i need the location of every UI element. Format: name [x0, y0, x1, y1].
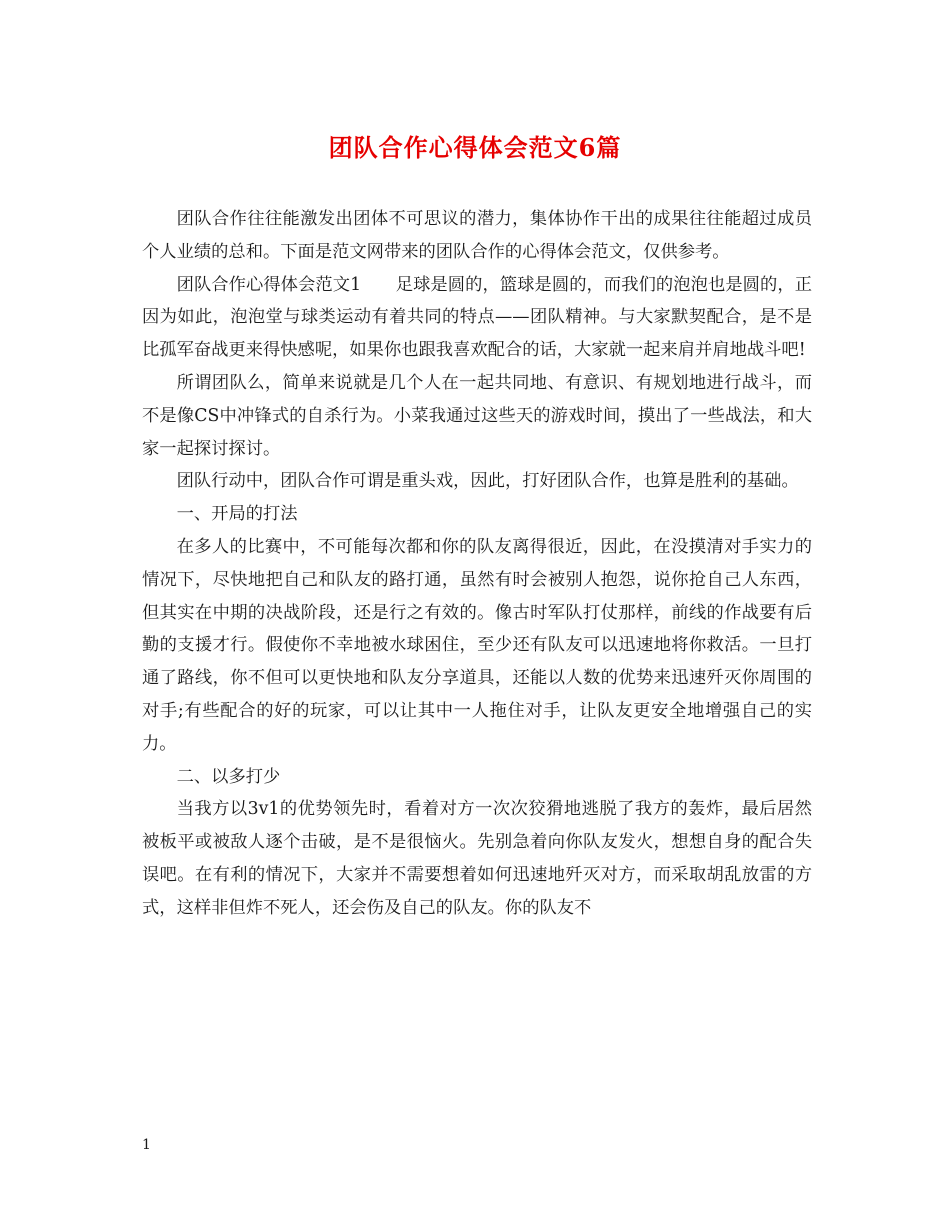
paragraph-essay-1 [142, 269, 812, 367]
paragraph-opening-strategy: 在多人的比赛中，不可能每次都和你的队友离得很近，因此，在没摸清对手实力的情况下，尽快地把自己和队友的路打通，虽然有时会被别人抱怨，说你抢自己人东西，但其实在中期的决战阶段，还是行之有效的。像古时军队打仗那样，前线的作战要有后勤的支援才行。假使你不幸地被水球困住，至少还有队友可以迅速地将你救活。一旦打通了路线，你不但可以更快地和队友分享道具，还能以人数的优势来迅速歼灭你周围的对手;有些配合的好的玩家，可以让其中一人拖住对手，让队友更安全地增强自己的实力。 [142, 536, 812, 754]
section-heading-outnumber: 二、以多打少 [176, 766, 281, 787]
paragraph-team-definition: 所谓团队么，简单来说就是几个人在一起共同地、有意识、有规划地进行战斗，而不是像CS中冲锋式的自杀行为。小菜我通过这些天的游戏时间，摸出了一些战法，和大家一起探讨探讨。 [142, 372, 812, 459]
page-number: 1 [142, 1137, 151, 1153]
document-body [142, 203, 812, 925]
essay-1-text: 足球是圆的，篮球是圆的，而我们的泡泡也是圆的，正因为如此，泡泡堂与球类运动有着共同的特点——团队精神。与大家默契配合，是不是比孤军奋战更来得快感呢，如果你也跟我喜欢配合的话，大家就一起来肩并肩地战斗吧! [142, 274, 812, 361]
essay-heading: 团队合作心得体会范文1 [176, 274, 362, 295]
section-heading-opening: 一、开局的打法 [176, 504, 298, 525]
document-title: 团队合作心得体会范文6篇 [328, 133, 622, 162]
paragraph-team-action: 团队行动中，团队合作可谓是重头戏，因此，打好团队合作，也算是胜利的基础。 [176, 471, 799, 492]
paragraph-outnumber-strategy: 当我方以3v1的优势领先时，看着对方一次次狡猾地逃脱了我方的轰炸，最后居然被板平或被敌人逐个击破，是不是很恼火。先别急着向你队友发火，想想自身的配合失误吧。在有利的情况下，大家并不需要想着如何迅速地歼灭对方，而采取胡乱放雷的方式，这样非但炸不死人，还会伤及自己的队友。你的队友不 [142, 799, 812, 918]
paragraph-intro: 团队合作往往能激发出团体不可思议的潜力，集体协作干出的成果往往能超过成员个人业绩的总和。下面是范文网带来的团队合作的心得体会范文，仅供参考。 [142, 209, 812, 262]
